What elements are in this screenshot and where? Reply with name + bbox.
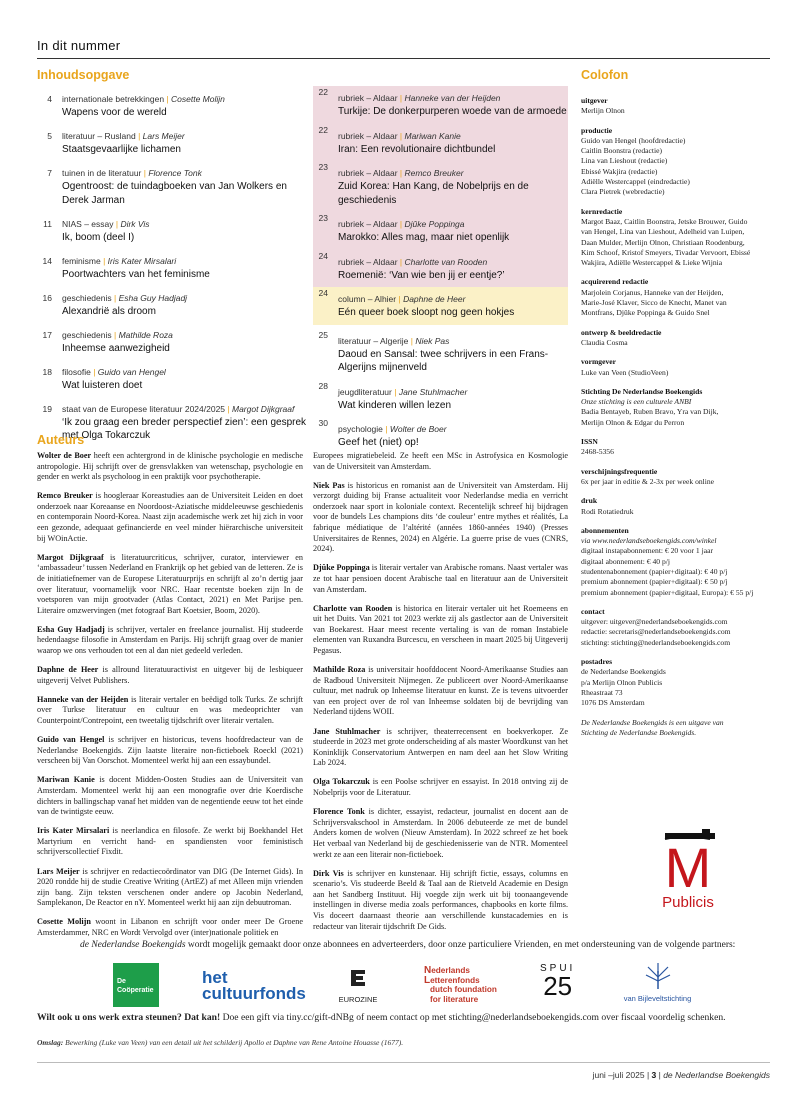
author-bio	[37, 665, 303, 686]
author-bio	[37, 867, 303, 909]
toc-article-title: Wapens voor de wereld	[62, 107, 167, 118]
logo-name: Publicis	[662, 894, 714, 911]
toc-author: Remco Breuker	[404, 168, 464, 178]
toc-page-number: 11	[43, 218, 52, 229]
colofon-line: studentenabonnement (papier+digitaal): € 40 p/j	[581, 566, 728, 576]
toc-page-number: 22	[318, 87, 328, 97]
toc-entry[interactable]	[37, 167, 307, 207]
footer-publication: de Nederlandse Boekengids	[663, 1070, 770, 1080]
colofon-line: redactie: secretaris@nederlandseboekengids.com	[581, 627, 731, 637]
author-bio	[313, 727, 568, 769]
partner-cultuur-het: het	[202, 968, 228, 987]
author-text: is schrijver en redactiecoördinator van DIG (De Internet Gids). In 2020 rondde hij de studie Creative Writing (ArtEZ) af met Alleen mijn vrienden zijn bang. Zijn teksten verschenen onder andere op Jacobin Nederland, Samplekanon, De Reactor en nY. Momenteel werkt hij aan zijn debuutroman.	[37, 866, 303, 908]
colofon-line: De Nederlandse Boekengids is een uitgave van	[581, 717, 724, 727]
author-text: is universitair hoofddocent Noord-Amerikaanse Studies aan de Radboud Universiteit Nijmegen. Ze publiceert over Noord-Amerikaanse cultuur, met nadruk op Inheemse literatuur en kunst. Ze is tevens uitvoerder van een project over de rol van Inheemse soldaten bij de bevrijding van Nederland tijdens WOII.	[313, 665, 568, 717]
toc-meta	[338, 167, 568, 180]
colofon-line: Lina van Lieshout (redactie)	[581, 156, 668, 166]
toc-page-number: 17	[42, 329, 52, 340]
toc-rubric: staat van de Europese literatuur 2024/2025	[62, 403, 226, 414]
toc-entry[interactable]	[37, 218, 307, 245]
colofon-label: Stichting De Nederlandse Boekengids	[581, 386, 703, 396]
colofon-line: Adiëlle Westercappel (eindredactie)	[581, 177, 690, 187]
toc-entry[interactable]	[313, 287, 568, 325]
toc-rubric: jeugdliteratuur	[338, 386, 392, 397]
colofon-label: productie	[581, 125, 613, 135]
toc-entry[interactable]	[37, 292, 307, 319]
toc-meta	[62, 255, 307, 268]
toc-author: Niek Pas	[415, 335, 450, 346]
author-text: is literair vertaler en beëdigd tolk Turks. Ze schrijft over Turkse literatuur en cultuur en was medeoprichter van Counterpoint/Contrepoint, een tweetalig tijdschrift over literair vertalen.	[37, 694, 303, 725]
cover-credit-label: Omslag:	[37, 1038, 64, 1047]
colofon-line: Guido van Hengel (hoofdredactie)	[581, 135, 686, 145]
author-text: is literatuurcriticus, schrijver, curator, interviewer en ‘ambassadeur’ tussen Nederland en Frankrijk op het gebied van de letteren. Ze is de initiatiefnemer van de Europese Literatuurprijs en schrijft al zo’n dertig jaar over literatuur, voornamelijk voor NRC. Haar recentste boeken zijn In de voetsporen van mijn grootvader (Atlas Contact, 2021) en Met Parijse pen. Literaire omzwervingen (met fotograaf Bart Koetsier, Boom, 2020).	[37, 552, 303, 615]
footer-date: juni –juli 2025	[592, 1070, 645, 1080]
author-name: Esha Guy Hadjadj	[37, 624, 105, 634]
toc-author: Cosette Molijn	[171, 94, 225, 104]
author-text: Europees migratiebeleid. Ze heeft een MSc in Astrofysica en Kosmologie van de Universiteit van Amsterdam.	[313, 451, 568, 471]
partner-nl-line2: etterenfonds	[430, 975, 480, 985]
toc-article-title: Zuid Korea: Han Kang, de Nobelprijs en de geschiedenis	[338, 181, 529, 206]
toc-entry[interactable]	[313, 124, 568, 162]
colofon-group	[581, 207, 781, 269]
author-name: Dirk Vis	[313, 868, 344, 878]
colofon-group	[581, 607, 781, 648]
colofon-group	[581, 126, 781, 198]
author-name: Niek Pas	[313, 480, 345, 490]
author-bio	[37, 553, 303, 617]
author-name: Mariwan Kanie	[37, 775, 95, 785]
toc-rubric: literatuur – Rusland	[62, 131, 136, 141]
toc-page-number: 23	[318, 162, 328, 172]
author-bio	[313, 451, 568, 472]
author-text: is hoogleraar Koreastudies aan de Universiteit Leiden en doet onderzoek naar Koreaanse en Noordoost-Aziatische middeleeuwse geschiedenis en contemporain Noord-Korea. Naast zijn academische werk zet hij zich in voor een gezonde, adequaat gefinancierde en veel minder hiërarchische universiteit bij WOinActie.	[37, 491, 303, 543]
author-bio	[313, 604, 568, 657]
toc-separator: |	[397, 219, 405, 229]
bijlevelt-tree-icon	[644, 963, 672, 989]
toc-entry[interactable]	[313, 417, 568, 455]
colofon-line: Caitlin Boonstra (redactie)	[581, 146, 662, 156]
toc-article-title: Ik, boom (deel I)	[62, 231, 135, 243]
toc-rubric: filosofie	[62, 366, 91, 377]
toc-rubric: NIAS – essay	[62, 218, 114, 229]
partners-intro-text: wordt mogelijk gemaakt door onze abonnees en adverteerders, door onze particuliere Vrienden, en met ondersteuning van de volgende partners:	[185, 940, 736, 950]
toc-article-title: Roemenië: ‘Van wie ben jij er eentje?’	[338, 269, 505, 281]
toc-separator: |	[111, 329, 119, 340]
colofon-line: Claudia Cosma	[581, 337, 628, 347]
toc-author: Charlotte van Rooden	[404, 256, 488, 267]
toc-author: Daphne de Heer	[403, 294, 466, 304]
author-text: woont in Libanon en schrijft voor onder meer De Groene Amsterdammer, NRC en Wordt Vervolgd over (inter)nationale politiek en	[37, 917, 303, 937]
logo-letter: M	[664, 836, 712, 899]
toc-entry[interactable]	[37, 366, 307, 393]
toc-meta	[338, 335, 568, 348]
toc-author: Djûke Poppinga	[404, 219, 465, 229]
toc-author: Margot Dijkgraaf	[231, 403, 295, 414]
toc-entry[interactable]	[37, 93, 307, 120]
author-text: is historicus en romanist aan de Universiteit van Amsterdam. Hij verzorgt duiding bij Franse actualiteit voor Nederlandse media en verricht onderzoek naar sport in koloniale context. Recentelijk schreef hij bijdragen voor de bundels Les champions dits ‘de couleur’ entre mythes et réalités, La fabrique médiatique de l’altérité (années 1860-années 1940) (Presses Universitaires de Rennes, 2024) en Algérie. La guerre prise de vues (CNRS, 2024).	[313, 480, 568, 554]
toc-rubric: psychologie	[338, 424, 383, 434]
author-name: Jane Stuhlmacher	[313, 726, 381, 736]
toc-separator: |	[135, 131, 143, 141]
colofon-group	[581, 357, 781, 378]
author-text: heeft een achtergrond in de klinische psychologie en medische antropologie. Hij schrijft over de grensvlakken van wetenschap, psychologie en gender en werkt als psycholoog in een praktijk voor psychotherapie.	[37, 451, 303, 482]
colofon-group	[581, 526, 781, 598]
toc-page-number: 25	[318, 329, 328, 340]
toc-separator: |	[397, 130, 405, 141]
toc-author: Hanneke van der Heijden	[404, 93, 501, 103]
toc-rubric: feminisme	[62, 255, 101, 266]
author-bio	[313, 869, 568, 933]
footer-divider	[37, 1062, 770, 1063]
colofon-line: 2468-5356	[581, 447, 614, 457]
publicis-logo	[640, 825, 740, 920]
author-bio	[313, 481, 568, 555]
toc-meta	[338, 256, 568, 269]
toc-page-number: 14	[42, 255, 52, 266]
toc-author: Florence Tonk	[148, 168, 202, 178]
toc-page-number: 30	[318, 418, 328, 428]
author-name: Hanneke van der Heijden	[37, 694, 129, 704]
author-text: is schrijver en historicus, tevens hoofdredacteur van de Nederlandse Boekengids. Zijn laatste literaire non-fictieboek Roeckl (2021) verscheen bij Van Oorschot. Momenteel werkt hij aan een essaybundel.	[37, 735, 303, 766]
colofon-line: Montfrans, Djûke Poppinga & Guido Snel	[581, 308, 710, 318]
toc-rubric: rubriek – Aldaar	[338, 130, 398, 141]
partners-intro	[80, 940, 735, 950]
colofon-group	[581, 657, 781, 708]
toc-rubric: literatuur – Algerije	[338, 335, 409, 346]
colofon-line: Marie-José Klaver, Sicco de Knecht, Manet van	[581, 298, 727, 308]
author-name: Wolter de Boer	[37, 451, 92, 460]
colofon-line: 6x per jaar in editie & 2-3x per week online	[581, 476, 715, 486]
toc-separator: |	[164, 94, 172, 104]
colofon-line: p/a Merlijn Olnon Publicis	[581, 677, 663, 687]
toc-entry[interactable]	[313, 250, 568, 288]
toc-entry[interactable]	[37, 329, 307, 356]
toc-author: Guido van Hengel	[97, 366, 166, 377]
colofon	[581, 96, 781, 747]
colofon-group	[581, 277, 781, 318]
colofon-line: stichting: stichting@nederlandseboekengids.com	[581, 637, 731, 647]
author-name: Daphne de Heer	[37, 665, 99, 675]
toc-separator: |	[397, 256, 405, 267]
toc-page-number: 16	[42, 292, 52, 303]
eurozine-icon	[348, 968, 368, 988]
toc-article-title: Alexandrië als droom	[62, 305, 156, 317]
section-header: In dit nummer	[37, 38, 121, 53]
author-bio	[37, 491, 303, 544]
colofon-label: kernredactie	[581, 206, 623, 216]
partner-spui-label: SPUI	[540, 963, 576, 974]
toc-author: Wolter de Boer	[389, 424, 447, 434]
toc-title: Inhoudsopgave	[37, 68, 130, 82]
colofon-line: Marjolein Corjanus, Hanneke van der Heijden,	[581, 287, 724, 297]
partner-bijlevelt-label: van Bijleveltstichting	[623, 994, 692, 1003]
authors-column-2	[313, 451, 568, 941]
colofon-line: Clara Pietrek (webredactie)	[581, 187, 665, 197]
colofon-group	[581, 387, 781, 428]
toc-separator: |	[396, 294, 404, 304]
colofon-label: druk	[581, 496, 598, 506]
colofon-line: via www.nederlandseboekengids.com/winkel	[581, 536, 717, 546]
toc-entry[interactable]	[313, 212, 568, 250]
toc-article-title: Iran: Een revolutionaire dichtbundel	[338, 143, 496, 155]
toc-page-number: 22	[318, 124, 328, 135]
toc-separator: |	[397, 93, 405, 103]
author-text: is dichter, essayist, redacteur, journalist en docent aan de Schrijversvakschool in Amsterdam. In 2006 debuteerde ze met de bundel Anders komen de wolven (Nieuw Amsterdam). In 2022 schreef ze het boek Het verbaal van Nederland bij de geschiedenisserie van de NTR. Momenteel werkt ze aan een literair non-fictieboek.	[313, 807, 569, 859]
author-name: Iris Kater Mirsalari	[37, 826, 110, 836]
toc-author: Mariwan Kanie	[404, 130, 461, 141]
partners-intro-title: de Nederlandse Boekengids	[80, 940, 186, 950]
toc-meta	[338, 386, 568, 399]
colofon-group	[581, 718, 781, 739]
author-bio	[37, 735, 303, 767]
toc-meta	[62, 167, 307, 180]
colofon-line: Merlijn Olnon & Edgar du Perron	[581, 417, 685, 427]
author-name: Margot Dijkgraaf	[37, 552, 104, 562]
toc-meta	[62, 329, 307, 342]
partner-nl-line1: ederlands	[431, 966, 470, 975]
toc-rubric: geschiedenis	[62, 292, 112, 303]
author-bio	[37, 775, 303, 817]
toc-meta	[338, 130, 568, 143]
colofon-line: Margot Baaz, Caitlin Boonstra, Jetske Brouwer, Guido	[581, 216, 748, 226]
colofon-label: uitgever	[581, 96, 608, 105]
toc-article-title: Daoud en Sansal: twee schrijvers in een Frans-Algerijns mijnenveld	[338, 348, 549, 373]
toc-entry[interactable]	[313, 86, 568, 124]
colofon-line: Luke van Veen (StudioVeen)	[581, 367, 669, 377]
author-name: Florence Tonk	[313, 807, 365, 817]
author-name: Mathilde Roza	[313, 665, 366, 675]
colofon-label: abonnementen	[581, 525, 629, 535]
toc-meta	[338, 293, 568, 306]
toc-separator: |	[111, 292, 119, 303]
colofon-line: uitgever: uitgever@nederlandseboekengids.com	[581, 617, 728, 627]
partner-cultuurfonds-logo[interactable]	[202, 970, 306, 1002]
partner-nl-line4: for literature	[430, 994, 479, 1004]
toc-article-title: Staatsgevaarlijke lichamen	[62, 144, 181, 155]
toc-rubric: rubriek – Aldaar	[338, 219, 398, 229]
toc-page-number: 18	[42, 366, 52, 377]
authors-column-1	[37, 451, 303, 947]
toc-rubric: internationale betrekkingen	[62, 94, 165, 104]
authors-title: Auteurs	[37, 433, 85, 447]
toc-author: Iris Kater Mirsalari	[107, 255, 177, 266]
toc-page-number: 24	[318, 250, 328, 261]
header-divider	[37, 58, 770, 59]
author-text: is literair vertaler van Arabische romans. Naast vertaler was ze tot haar pensioen docent Arabische taal en literatuur aan de Universiteit van Amsterdam.	[313, 563, 568, 594]
toc-meta	[338, 423, 568, 436]
colofon-line: digitaal abonnement: € 40 p/j	[581, 556, 670, 566]
partner-cultuur-label: cultuurfonds	[202, 984, 306, 1003]
colofon-label: vormgever	[581, 357, 616, 367]
toc-meta	[62, 130, 307, 143]
toc-meta	[62, 93, 307, 106]
toc-meta	[338, 218, 568, 231]
colofon-line: Merlijn Olnon	[581, 106, 625, 116]
toc-rubric: tuinen in de literatuur	[62, 168, 142, 178]
author-name: Remco Breuker	[37, 491, 93, 501]
toc-separator: |	[113, 218, 121, 229]
colofon-line: Kim Schoof, Kristof Smeyers, Tivadar Vervoort, Ebissé	[581, 247, 751, 257]
colofon-label: acquirerend redactie	[581, 277, 649, 287]
cover-credit	[37, 1038, 403, 1047]
colofon-line: de Nederlandse Boekengids	[581, 667, 666, 677]
toc-page-number: 19	[42, 403, 52, 414]
author-bio	[313, 777, 568, 798]
toc-separator: |	[391, 386, 399, 397]
author-bio	[37, 826, 303, 858]
support-line	[37, 1012, 777, 1023]
colofon-group	[581, 437, 781, 458]
author-name: Guido van Hengel	[37, 735, 105, 745]
toc-separator: |	[408, 335, 416, 346]
author-text: is historica en literair vertaler uit het Roemeens en uit het Duits. Van 2021 tot 2023 werkte zij als gastlector aan de Universiteit van Boekarest. Haar meest recente vertaling is van de roman Instabiele elementen van Ruxandra Burcescu, en verscheen in maart 2025 bij Uitgeverij Pegasus.	[313, 603, 568, 655]
colofon-label: postadres	[581, 657, 613, 667]
toc-page-number: 4	[47, 94, 52, 104]
partner-spui25-logo[interactable]	[540, 963, 576, 1001]
toc-rubric: geschiedenis	[62, 329, 112, 340]
cover-credit-text: Bewerking (Luke van Veen) van een detail uit het schilderij Apollo et Daphne van Rene Antoine Houasse (1677).	[63, 1038, 404, 1047]
colofon-line: Daan Mulder, Merlijn Olnon, Christiaan Roodenburg,	[581, 237, 745, 247]
author-text: is een Poolse schrijver en essayist. In 2018 ontving zij de Nobelprijs voor de Literatuur.	[313, 777, 568, 798]
author-text: is neerlandica en filosofe. Ze werkt bij Boekhandel Het Martyrium en verricht hand- en spandiensten voor feministisch schrijverscollectief Fixdit.	[37, 826, 303, 857]
colofon-group	[581, 328, 781, 349]
toc-entry[interactable]	[313, 329, 568, 380]
toc-article-title: Turkije: De donkerpurperen woede van de armoede	[338, 106, 567, 117]
toc-separator: |	[141, 168, 149, 178]
support-heading: Wilt ook u ons werk extra steunen? Dat kan!	[37, 1012, 221, 1023]
author-bio	[37, 917, 303, 938]
toc-page-number: 5	[47, 131, 52, 141]
author-bio	[313, 665, 568, 718]
toc-article-title: Marokko: Alles mag, maar niet openlijk	[338, 232, 510, 243]
toc-meta	[338, 92, 568, 105]
colofon-line: Onze stichting is een culturele ANBI	[581, 397, 692, 407]
author-bio	[313, 807, 568, 860]
toc-article-title: Ogentroost: de tuindagboeken van Jan Wolkers en Derek Jarman	[62, 181, 287, 206]
toc-article-title: ‘Ik zou graag een breder perspectief zien’: een gesprek met Olga Tokarczuk	[62, 416, 307, 441]
toc-author: Esha Guy Hadjadj	[118, 292, 188, 303]
toc-entry[interactable]	[37, 130, 307, 157]
colofon-label: ISSN	[581, 437, 598, 447]
toc-author: Lars Meijer	[142, 131, 185, 141]
colofon-label: contact	[581, 606, 605, 616]
toc-entry[interactable]	[313, 161, 568, 212]
author-text: is schrijver, theaterrecensent en boekverkoper. Ze studeerde in 2023 met grote onderscheiding af als master Woordkunst van het Koninklijk Conservatorium Antwerpen en nam deel aan het Slow Writing Lab 2024.	[313, 726, 568, 768]
author-name: Djûke Poppinga	[313, 563, 370, 573]
toc-page-number: 23	[318, 213, 328, 223]
toc-separator: |	[397, 168, 405, 178]
colofon-line: Stichting de Nederlandse Boekengids.	[581, 727, 697, 737]
toc-page-number: 24	[318, 288, 328, 298]
author-bio	[37, 695, 303, 727]
author-text: is docent Midden-Oosten Studies aan de Universiteit van Amsterdam. Momenteel werkt hij aan een monografie over drie Koerdische dichters in ballingschap vanaf het midden van de negentiende eeuw tot het einde van de twintigste eeuw.	[37, 775, 304, 817]
partner-coop-de: De	[117, 978, 126, 985]
toc-rubric: column – Alhier	[338, 294, 397, 304]
colofon-group	[581, 467, 781, 488]
partner-spui-number: 25	[543, 971, 573, 1001]
colofon-line: digitaal instapabonnement: € 20 voor 1 jaar	[581, 546, 714, 556]
colofon-line: Rodi Rotatiedruk	[581, 506, 634, 516]
colofon-line: 1076 DS Amsterdam	[581, 698, 645, 708]
toc-meta	[62, 366, 307, 379]
colofon-line: Rheastraat 73	[581, 687, 623, 697]
author-bio	[313, 563, 568, 595]
toc-author: Jane Stuhlmacher	[398, 386, 468, 397]
support-text: Doe een gift via tiny.cc/gift-dNBg of neem contact op met stichting@nederlandseboekengids.com over fiscaal voordelig schenken.	[220, 1012, 726, 1023]
toc-left-column	[37, 93, 307, 453]
toc-separator: |	[225, 403, 232, 414]
toc-rubric: rubriek – Aldaar	[338, 168, 398, 178]
colofon-title: Colofon	[581, 68, 629, 82]
partner-eurozine-logo[interactable]	[333, 968, 383, 1004]
toc-separator: |	[100, 255, 108, 266]
toc-meta	[62, 403, 307, 416]
colofon-line: Badia Bentayeb, Ruben Bravo, Yra van Dijk,	[581, 407, 719, 417]
partner-cooperatie-logo[interactable]	[113, 963, 159, 1007]
colofon-line: Wakjira, Adiëlle Westercappel & Lieke Wijnia	[581, 258, 723, 268]
author-bio	[37, 625, 303, 657]
toc-entry[interactable]	[313, 380, 568, 418]
author-name: Charlotte van Rooden	[313, 603, 393, 613]
page-footer: juni –juli 2025 | 3 | de Nederlandse Boekengids	[592, 1070, 770, 1080]
author-name: Olga Tokarczuk	[313, 777, 370, 787]
partner-coop-label: Coöperatie	[117, 987, 154, 994]
colofon-line: premium abonnement (papier+digitaal): € 50 p/j	[581, 577, 728, 587]
colofon-label: ontwerp & beeldredactie	[581, 327, 662, 337]
author-text: is schrijver en kunstenaar. Hij schrijft fictie, essays, columns en scenario’s. Vis studeerde Beeld & Taal aan de Rietveld Academie en Design aan het Sandberg Instituut. Hij voegde zijn werk uit bij toonaangevende instellingen in diverse media zoals performances, chapbooks en korte films. Vis doceert daarnaast theorie aan verschillende kunstacademies en is redacteur van literair tijdschrift De Gids.	[313, 868, 569, 931]
toc-rubric: rubriek – Aldaar	[338, 93, 398, 103]
author-name: Lars Meijer	[37, 866, 80, 876]
partner-bijlevelt-logo[interactable]	[620, 963, 695, 1003]
toc-article-title: Inheemse aanwezigheid	[62, 342, 170, 354]
toc-entry[interactable]	[37, 255, 307, 282]
toc-meta	[62, 292, 307, 305]
colofon-group	[581, 96, 781, 117]
colofon-line: van Hengel, Lina van Lieshout, Adelheid van Luipen,	[581, 227, 745, 237]
toc-page-number: 7	[47, 168, 52, 178]
toc-article-title: Eén queer boek sloopt nog geen hokjes	[338, 307, 515, 318]
toc-author: Mathilde Roza	[118, 329, 173, 340]
colofon-label: verschijningsfrequentie	[581, 466, 658, 476]
toc-rubric: rubriek – Aldaar	[338, 256, 398, 267]
partner-eurozine-label: EUROZINE	[338, 995, 378, 1004]
toc-article-title: Wat kinderen willen lezen	[338, 399, 452, 411]
toc-page-number: 28	[318, 380, 328, 391]
author-name: Cosette Molijn	[37, 917, 91, 927]
partner-letterenfonds-logo[interactable]: Nederlands Letterenfonds dutch foundation for literature	[424, 965, 497, 1004]
colofon-line: premium abonnement (papier+digitaal, Europa): € 55 p/j	[581, 587, 754, 597]
colofon-line: Ebissé Wakjira (redactie)	[581, 166, 658, 176]
colofon-group	[581, 496, 781, 517]
toc-article-title: Geef het (niet) op!	[338, 437, 419, 448]
author-bio	[37, 451, 303, 483]
toc-article-title: Wat luisteren doet	[62, 379, 143, 391]
toc-meta	[62, 218, 307, 231]
toc-author: Dirk Vis	[120, 218, 150, 229]
toc-separator: |	[90, 366, 98, 377]
partner-nl-line3: dutch foundation	[430, 985, 497, 995]
footer-page-number: 3	[651, 1070, 657, 1080]
toc-article-title: Poortwachters van het feminisme	[62, 268, 210, 280]
author-text: is allround literatuuractivist en uitgever bij de lesbiqueer uitgeverij Velvet Publishers.	[37, 665, 303, 685]
toc-separator: |	[382, 424, 390, 434]
toc-right-column	[313, 86, 568, 455]
author-text: is schrijver, vertaler en freelance journalist. Hij studeerde hedendaagse filosofie in Amsterdam en Parijs. Hij schrijft graag over de manier waarop we ons verhouden tot een al dan niet gedeeld verleden.	[37, 624, 303, 655]
